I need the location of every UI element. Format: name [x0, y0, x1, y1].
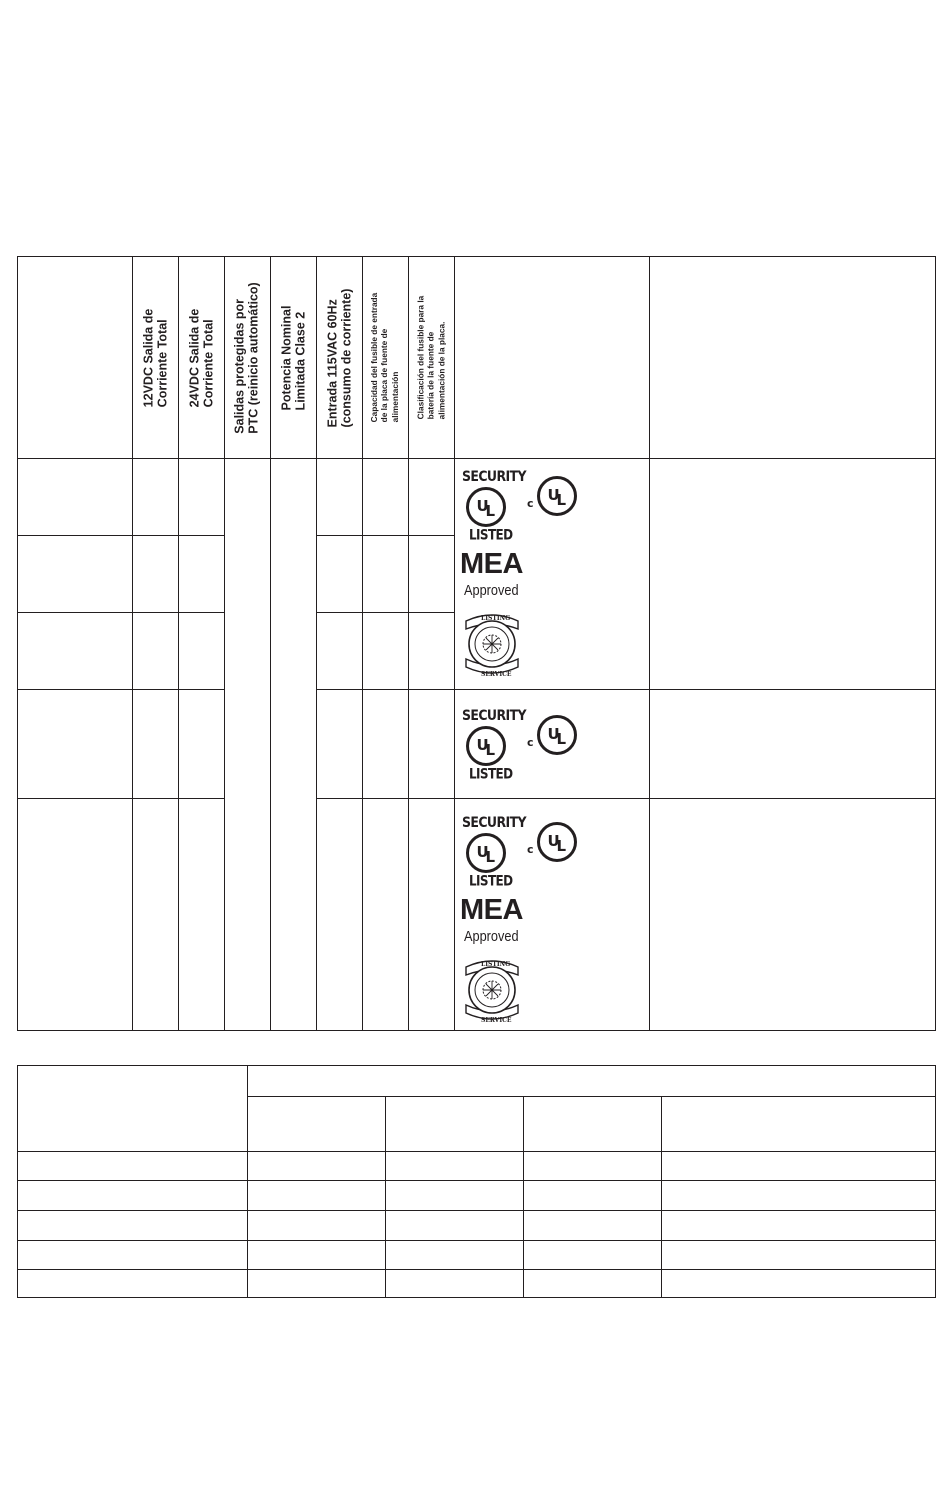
- svg-text:U: U: [476, 497, 489, 515]
- cul-icon: [535, 713, 579, 757]
- svg-text:U: U: [547, 486, 560, 504]
- header-input-fuse: [362, 257, 408, 458]
- specifications-table: [17, 256, 936, 1031]
- header-power-rating: [270, 257, 316, 458]
- row-divider: [18, 1180, 935, 1181]
- seal-base-text: SERVICE: [481, 1017, 512, 1024]
- svg-text:L: L: [485, 848, 496, 866]
- cul-icon: [535, 474, 579, 518]
- header-ptc-line2: PTC (reinicio automático): [247, 281, 261, 434]
- mea-label: MEA: [460, 548, 523, 580]
- svg-text:L: L: [556, 491, 567, 509]
- header-power-line2: Limitada Clase 2: [293, 311, 308, 410]
- row-divider: [247, 1096, 935, 1097]
- certifications-group-2: [455, 698, 650, 798]
- ul-icon: [464, 485, 508, 529]
- listed-label: LISTED: [469, 527, 513, 544]
- header-battery-fuse-line3: alimentación de la placa.: [436, 321, 447, 420]
- security-label: SECURITY: [462, 467, 526, 485]
- cul-icon: [535, 820, 579, 864]
- seal-top-text: LISTING: [481, 615, 511, 622]
- security-ul-listed-mark: [460, 467, 590, 547]
- header-24vdc-line1: 24VDC Salida de: [187, 308, 201, 407]
- canada-c-label: c: [527, 736, 534, 749]
- security-ul-listed-mark: [460, 813, 590, 893]
- row-divider: [316, 535, 454, 536]
- header-ptc-line1: Salidas protegidas por: [233, 298, 247, 434]
- row-divider: [18, 798, 224, 799]
- row-divider: [316, 689, 454, 690]
- security-label: SECURITY: [462, 813, 526, 831]
- approved-label: Approved: [464, 582, 519, 599]
- svg-text:L: L: [556, 730, 567, 748]
- row-divider: [18, 535, 224, 536]
- header-12vdc: [132, 257, 178, 458]
- header-input-fuse-line2: de la placa de fuente de: [379, 328, 390, 423]
- security-ul-listed-mark: [460, 706, 590, 786]
- listed-label: LISTED: [469, 873, 513, 890]
- ul-icon: [464, 831, 508, 875]
- svg-text:L: L: [556, 837, 567, 855]
- header-24vdc-line2: Corriente Total: [201, 318, 215, 407]
- header-input-fuse-line3: alimentación: [390, 371, 401, 423]
- col-divider: [385, 1096, 386, 1297]
- approved-label: Approved: [464, 928, 519, 945]
- header-input-fuse-line1: Capacidad del fusible de entrada: [369, 292, 380, 423]
- col-divider: [523, 1096, 524, 1297]
- header-24vdc: [178, 257, 224, 458]
- header-power-line1: Potencia Nominal: [279, 305, 294, 410]
- security-label: SECURITY: [462, 706, 526, 724]
- row-divider: [454, 798, 935, 799]
- svg-text:L: L: [485, 502, 496, 520]
- canada-c-label: c: [527, 497, 534, 510]
- seal-base-text: SERVICE: [481, 671, 512, 678]
- header-battery-fuse: [408, 257, 454, 458]
- seal-top-text: LISTING: [481, 961, 511, 968]
- row-divider: [18, 1151, 935, 1152]
- california-fire-marshal-seal-icon: [460, 953, 524, 1027]
- header-battery-fuse-line1: Clasificación del fusible para la: [415, 295, 426, 420]
- row-divider: [18, 689, 224, 690]
- header-input-line1: Entrada 115VAC 60Hz: [325, 298, 340, 427]
- row-divider: [454, 689, 935, 690]
- svg-text:U: U: [476, 736, 489, 754]
- row-divider: [316, 798, 454, 799]
- header-12vdc-line2: Corriente Total: [155, 318, 169, 407]
- svg-text:U: U: [547, 832, 560, 850]
- header-12vdc-line1: 12VDC Salida de: [141, 308, 155, 407]
- row-divider: [18, 1210, 935, 1211]
- header-ptc-outputs: [224, 257, 270, 458]
- header-input: [316, 257, 362, 458]
- col-divider: [247, 1066, 248, 1297]
- secondary-table: [17, 1065, 936, 1298]
- header-input-line2: (consumo de corriente): [339, 288, 354, 427]
- row-divider: [18, 1269, 935, 1270]
- california-fire-marshal-seal-icon: [460, 607, 524, 681]
- certifications-group-3: [455, 805, 650, 1030]
- ul-icon: [464, 724, 508, 768]
- col-divider: [661, 1096, 662, 1297]
- mea-label: MEA: [460, 894, 523, 926]
- svg-text:L: L: [485, 741, 496, 759]
- row-divider: [18, 1240, 935, 1241]
- svg-text:U: U: [547, 725, 560, 743]
- canada-c-label: c: [527, 843, 534, 856]
- listed-label: LISTED: [469, 766, 513, 783]
- header-battery-fuse-line2: batería de la fuente de: [425, 331, 436, 420]
- row-divider: [316, 612, 454, 613]
- svg-text:U: U: [476, 843, 489, 861]
- certifications-group-1: [455, 459, 650, 689]
- row-divider: [18, 612, 224, 613]
